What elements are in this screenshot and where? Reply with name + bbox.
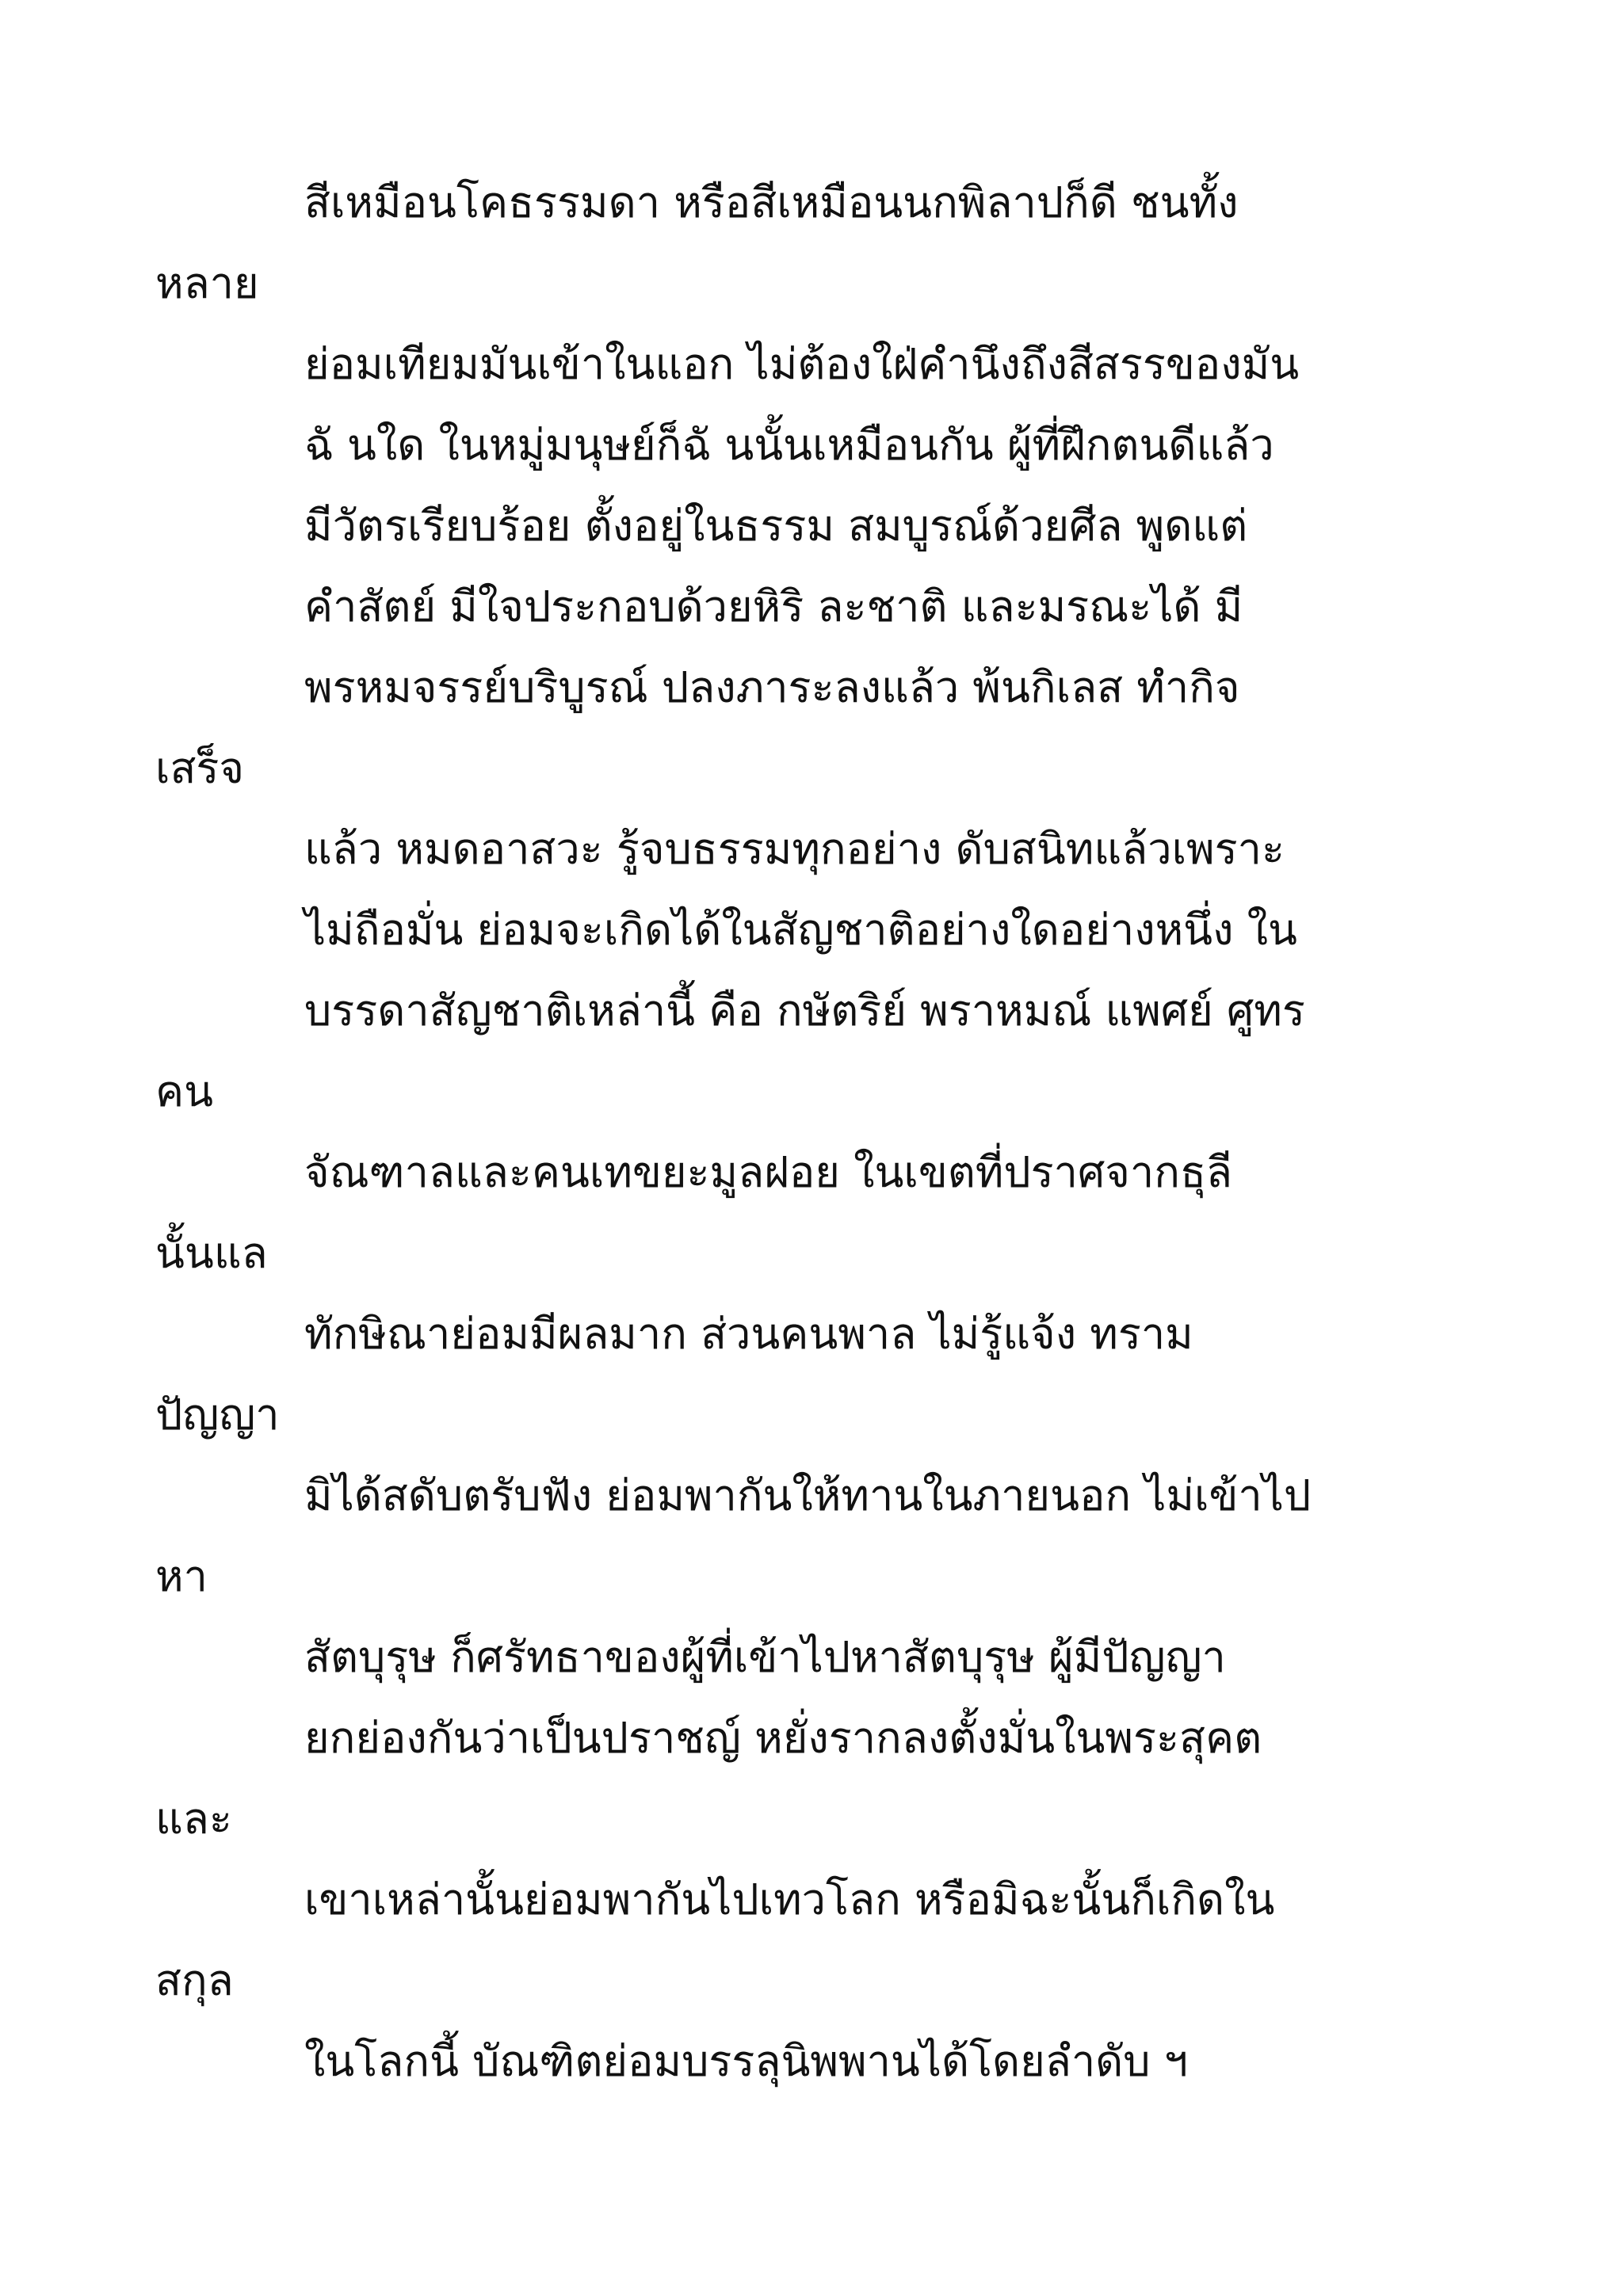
text-line: บรรดาสัญชาติเหล่านี้ คือ กษัตริย์ พราหมณ์ แพศย์ ศูทร (304, 986, 1305, 1035)
text-line: ฉั นใด ในหมู่มนุษย์ก็ฉั นนั้นเหมือนกัน ผู้ที่ฝึกตนดีแล้ว (304, 420, 1274, 470)
text-line: ทักษิณาย่อมมีผลมาก ส่วนคนพาล ไม่รู้แจ้ง ทราม (304, 1309, 1193, 1359)
text-line: หลาย (155, 258, 259, 308)
text-line: จัณฑาลและคนเทขยะมูลฝอย ในเขตที่ปราศจากธุลี (304, 1147, 1232, 1197)
text-line: หา (155, 1551, 208, 1601)
text-line: ในโลกนี้ บัณฑิตย่อมบรรลุนิพพานได้โดยลำดับ ฯ (304, 2036, 1188, 2086)
text-line: สัตบุรุษ ก็ศรัทธาของผู้ที่เข้าไปหาสัตบุรุษ ผู้มีปัญญา (304, 1632, 1226, 1682)
text-line: คำสัตย์ มีใจประกอบด้วยหิริ ละชาติ และมรณะได้ มี (304, 582, 1243, 631)
text-line: ยกย่องกันว่าเป็นปราชญ์ หยั่งรากลงตั้งมั่นในพระสุคต (304, 1713, 1262, 1763)
text-line: มิได้สดับตรับฟัง ย่อมพากันให้ทานในภายนอก ไม่เข้าไป (304, 1470, 1312, 1520)
text-line: พรหมจรรย์บริบูรณ์ ปลงภาระลงแล้ว พ้นกิเลส ทำกิจ (304, 662, 1240, 712)
text-line: และ (155, 1794, 232, 1844)
text-line: นั้นแล (155, 1228, 268, 1278)
text-line: ปัญญา (155, 1390, 280, 1440)
text-line: ย่อมเทียมมันเข้าในแอก ไม่ต้องใฝ่คำนึงถึงสีสรรของมัน (304, 339, 1300, 389)
text-line: ไม่ถือมั่น ย่อมจะเกิดได้ในสัญชาติอย่างใดอย่างหนึ่ง ใน (304, 905, 1297, 955)
text-line: สกุล (155, 1955, 234, 2005)
text-line: เสร็จ (155, 743, 245, 793)
text-line: สีเหมือนโคธรรมดา หรือสีเหมือนนกพิลาปก็ดี ชนทั้ง (304, 177, 1239, 227)
text-line: เขาเหล่านั้นย่อมพากันไปเทวโลก หรือมิฉะนั้นก็เกิดใน (304, 1875, 1275, 1924)
text-line: มีวัตรเรียบร้อย ตั้งอยู่ในธรรม สมบูรณ์ด้วยศีล พูดแต่ (304, 501, 1248, 551)
text-line: แล้ว หมดอาสวะ รู้จบธรรมทุกอย่าง ดับสนิทแล้วเพราะ (304, 824, 1285, 874)
text-line: คน (155, 1066, 214, 1116)
document-body (155, 162, 1582, 2102)
